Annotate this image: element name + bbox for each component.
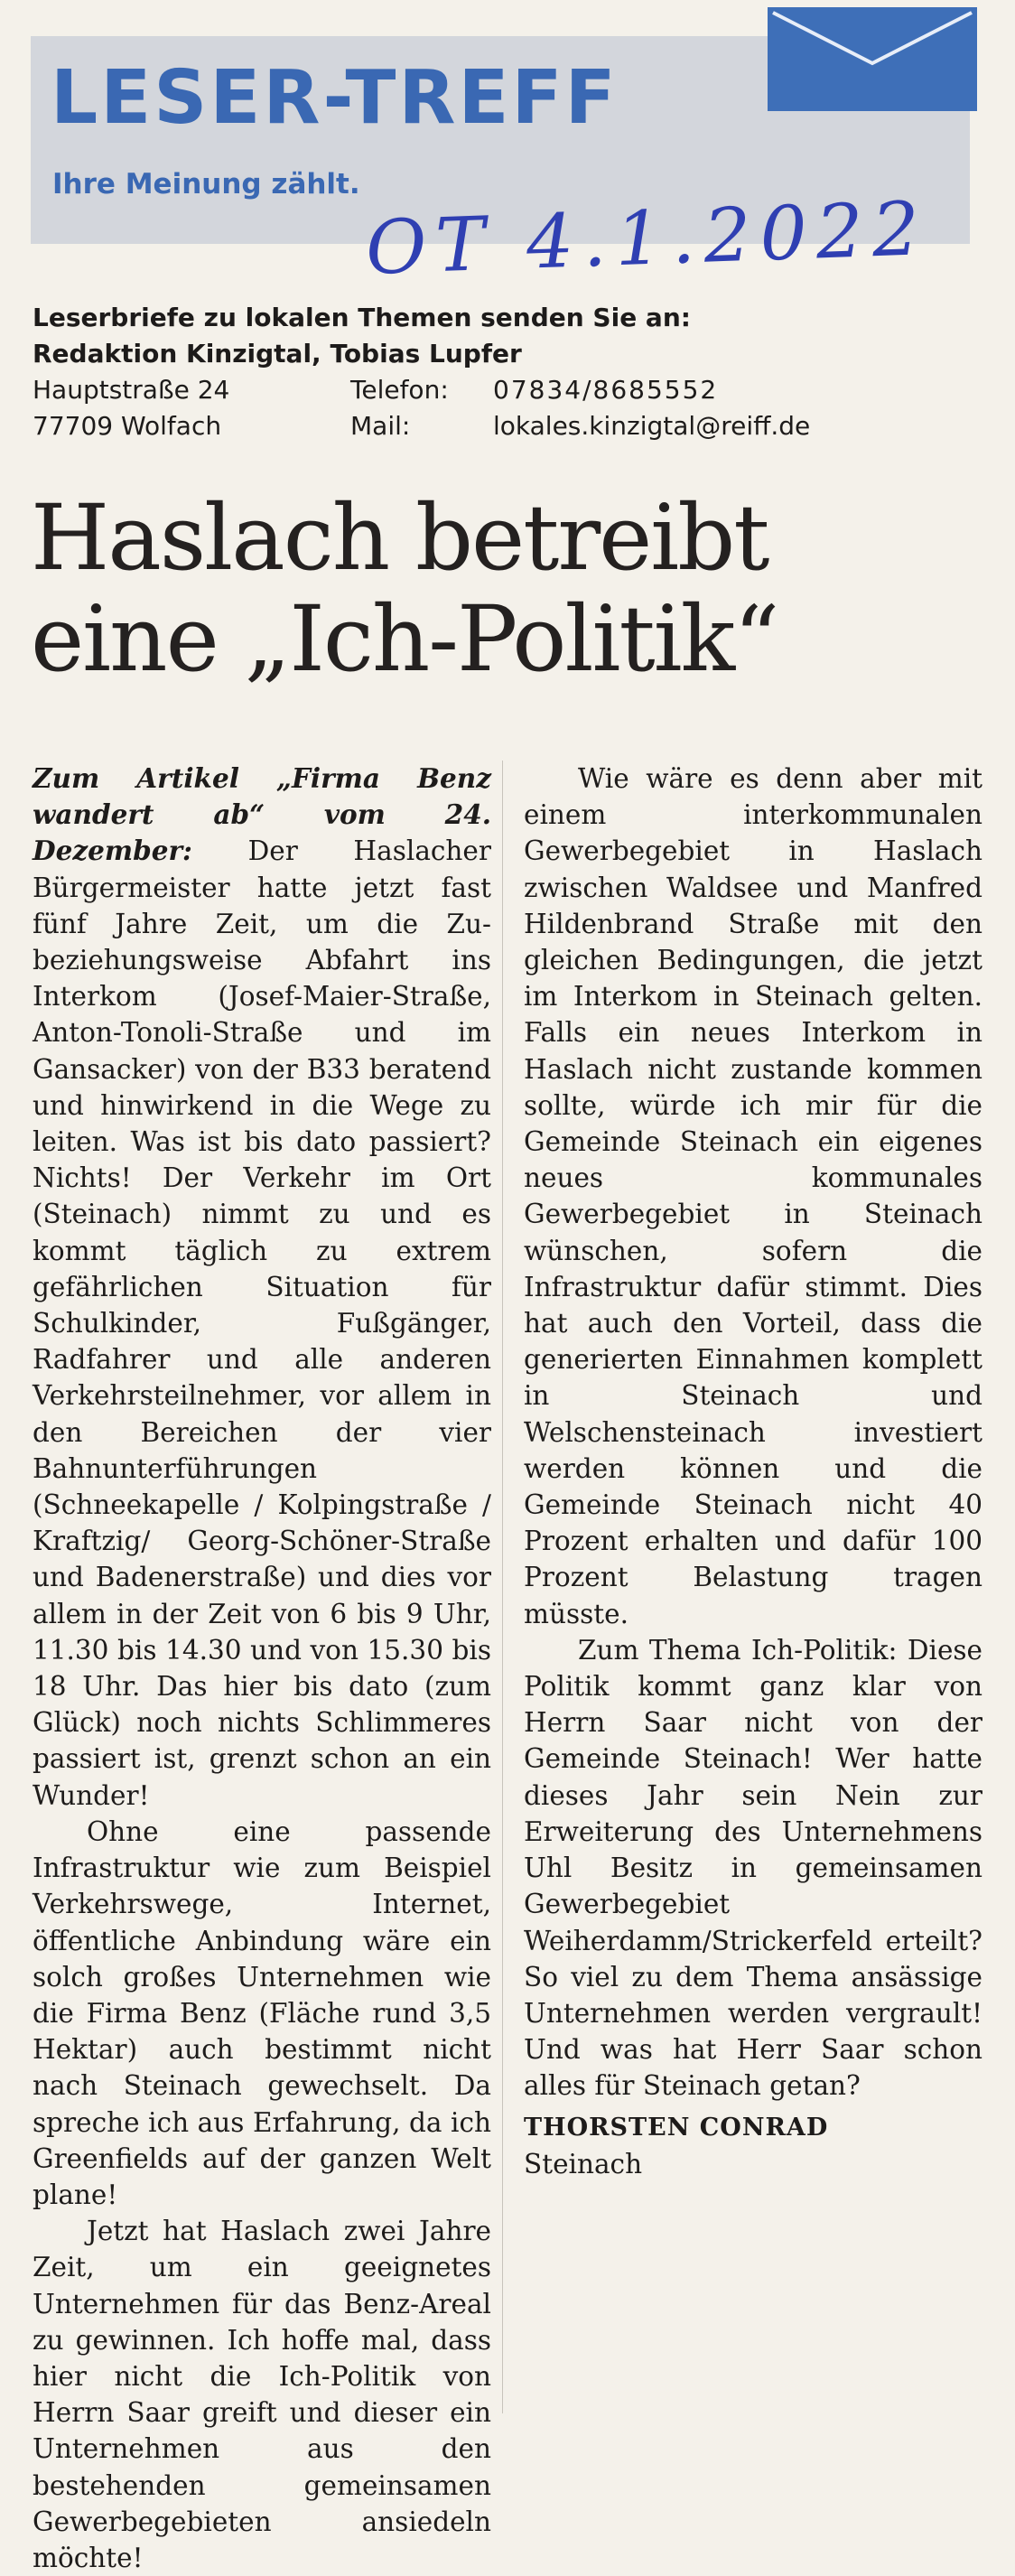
article-paragraph bbox=[33, 761, 491, 1814]
envelope-icon bbox=[768, 7, 977, 111]
section-subtitle: Ihre Meinung zählt. bbox=[52, 168, 360, 201]
contact-editor: Redaktion Kinzigtal, Tobias Lupfer bbox=[33, 339, 522, 369]
contact-row-city bbox=[33, 408, 972, 444]
phone-number: 07834/8685552 bbox=[493, 375, 719, 405]
article-paragraph: Zum Thema Ich-Politik: Diese Politik kommt ganz klar von Herrn Saar nicht von der Gemeinde Steinach! Wer hatte dieses Jahr sein Nein zur Erweiterung des Unternehmens Uhl Besitz in gemeinsamen Gewerbegebiet Weiherdamm/Strickerfeld erteilt? So viel zu dem Thema ansässige Unternehmen werden vergrault! Und was hat Herr Saar schon alles für Steinach getan? bbox=[524, 1634, 982, 2102]
article-paragraph-text: Der Haslacher Bürgermeister hatte jetzt fast fünf Jahre Zeit, um die Zu- beziehungsweise Abfahrt ins Interkom (Josef-Maier-Straße, Anton-Tonoli-Straße und im Gansacker) von der B33 beratend und hinwirkend in die Wege zu leiten. Was ist bis dato passiert? Nichts! Der Verkehr im Ort (Steinach) nimmt zu und es kommt täglich zu extrem gefährlichen Situation für Schulkinder, Fußgänger, Radfahrer und alle anderen Verkehrsteilnehmer, vor allem in den Bereichen der vier Bahnunterführungen (Schneekapelle / Kolpingstraße / Kraftzig/ Georg-Schöner-Straße und Badenerstraße) und dies vor allem in der Zeit von 6 bis 9 Uhr, 11.30 bis 14.30 und von 15.30 bis 18 Uhr. Das hier bis dato (zum Glück) noch nichts Schlimmeres passiert ist, grenzt schon an ein Wunder! bbox=[33, 835, 491, 1811]
contact-street: Hauptstraße 24 bbox=[33, 375, 230, 405]
contact-city: 77709 Wolfach bbox=[33, 411, 222, 441]
contact-block bbox=[33, 300, 972, 444]
headline-line-1: Haslach betreibt bbox=[31, 485, 768, 591]
handwritten-date: OT 4.1.2022 bbox=[364, 186, 930, 292]
article-paragraph: Wie wäre es denn aber mit einem interkommunalen Gewerbegebiet in Haslach zwischen Waldsee und Manfred Hildenbrand Straße mit den gleichen Bedingungen, die jetzt im Interkom in Steinach gelten. Falls ein neues Interkom in Haslach nicht zustande kommen sollte, würde ich mir für die Gemeinde Steinach ein eigenes neues kommunales Gewerbegebiet in Steinach wünschen, sofern die Infrastruktur dafür stimmt. Dies hat auch den Vorteil, dass die generierten Einnahmen komplett in Steinach und Welschensteinach investiert werden können und die Gemeinde Steinach nicht 40 Prozent erhalten und dafür 100 Prozent Belastung tragen müsste. bbox=[524, 763, 982, 1629]
article-body bbox=[33, 761, 982, 2573]
article-paragraph: Ohne eine passende Infrastruktur wie zum Beispiel Verkehrswege, Internet, öffentliche Anbindung wäre ein solch großes Unternehmen wie die Firma Benz (Fläche rund 3,5 Hektar) auch bestimmt nicht nach Steinach gewechselt. Da spreche ich aus Erfahrung, da ich Greenfields auf der ganzen Welt plane! bbox=[33, 1815, 491, 2210]
article-paragraph: Jetzt hat Haslach zwei Jahre Zeit, um ein geeignetes Unternehmen für das Benz-Areal zu gewinnen. Ich hoffe mal, dass hier nicht die Ich-Politik von Herrn Saar greift und dieser ein Unternehmen aus den bestehenden gemeinsamen Gewerbegebieten ansiedeln möchte! bbox=[33, 2216, 491, 2573]
letter-author: THORSTEN CONRAD bbox=[524, 2113, 829, 2142]
article-headline bbox=[31, 485, 988, 692]
contact-intro: Leserbriefe zu lokalen Themen senden Sie an: bbox=[33, 303, 691, 332]
letter-author-place: Steinach bbox=[524, 2148, 643, 2179]
phone-label: Telefon: bbox=[350, 375, 449, 405]
contact-row-street bbox=[33, 372, 972, 408]
article-lead: Zum Artikel „Firma Benz wandert ab“ vom 24. Dezember: bbox=[33, 762, 491, 867]
headline-line-2: eine „Ich-Politik“ bbox=[31, 586, 778, 692]
mail-address: lokales.kinzigtal@reiff.de bbox=[493, 411, 811, 441]
article-column-right bbox=[524, 761, 982, 2413]
article-column-left bbox=[33, 761, 491, 2573]
section-title: LESER-TREFF bbox=[51, 55, 619, 141]
mail-label: Mail: bbox=[350, 411, 411, 441]
